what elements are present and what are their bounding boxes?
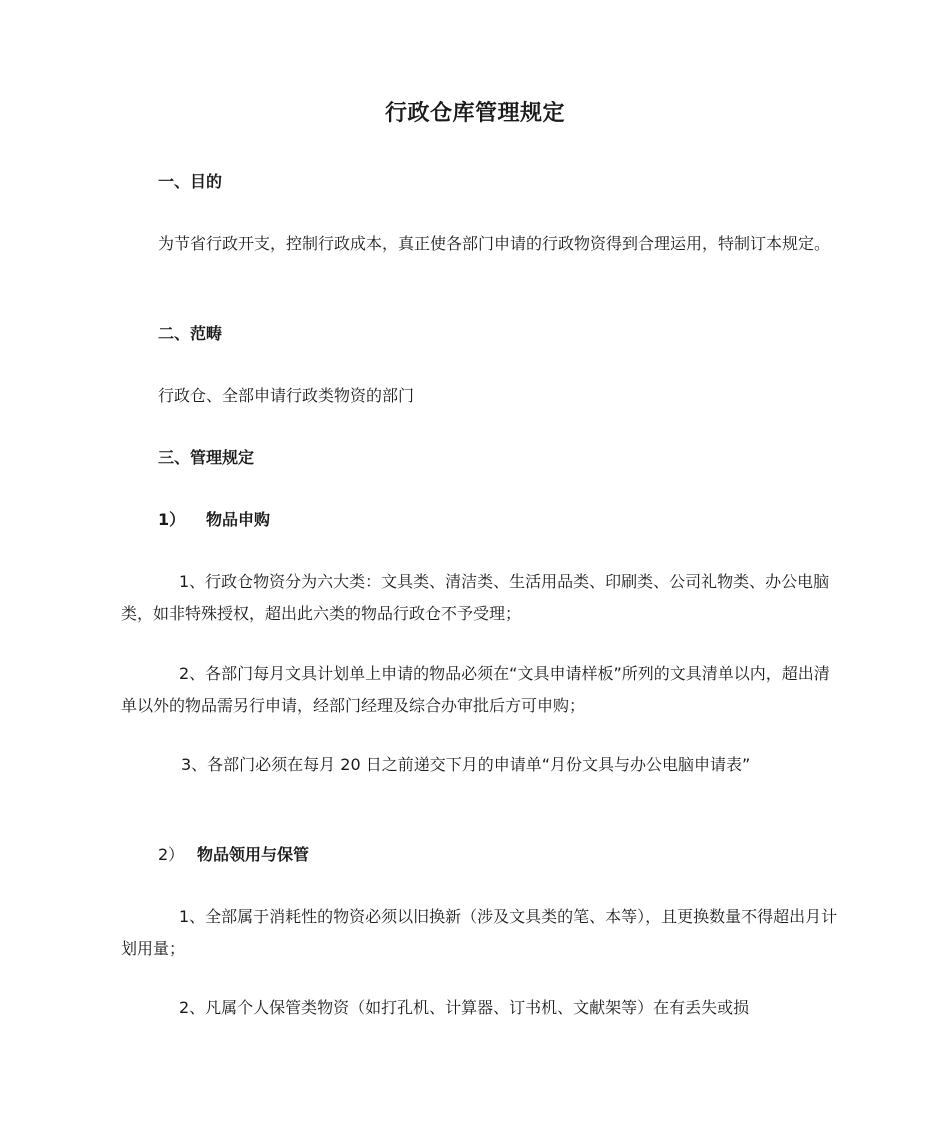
purchase-rule-2: 2、各部门每月文具计划单上申请的物品必须在“文具申请样板”所列的文具清单以内，超出清单以外的物品需另行申请，经部门经理及综合办审批后方可申购； [121, 664, 830, 715]
section-heading-scope: 二、范畴 [158, 324, 223, 343]
scope-paragraph: 行政仓、全部申请行政类物资的部门 [158, 386, 415, 405]
usage-rule-2: 2、凡属个人保管类物资（如打孔机、计算器、订书机、文献架等）在有丢失或损 [179, 998, 750, 1017]
purpose-paragraph: 为节省行政开支，控制行政成本，真正使各部门申请的行政物资得到合理运用，特制订本规定。 [158, 234, 831, 253]
purchase-rule-3: 3、各部门必须在每月 20 日之前递交下月的申请单“月份文具与办公电脑申请表” [181, 755, 751, 774]
section-heading-rules: 三、管理规定 [158, 448, 255, 467]
subsection-label: 物品申购 [206, 510, 271, 529]
subsection-number: 2） [158, 845, 185, 864]
subsection-heading-usage [158, 843, 309, 867]
usage-rule-1: 1、全部属于消耗性的物资必须以旧换新（涉及文具类的笔、本等），且更换数量不得超出月计划用量； [121, 907, 838, 958]
purchase-rule-1: 1、行政仓物资分为六大类：文具类、清洁类、生活用品类、印刷类、公司礼物类、办公电脑类，如非特殊授权，超出此六类的物品行政仓不予受理； [121, 572, 830, 623]
section-heading-purpose: 一、目的 [158, 172, 223, 191]
document-title: 行政仓库管理规定 [384, 101, 565, 126]
subsection-heading-purchase [158, 508, 270, 532]
subsection-label: 物品领用与保管 [197, 845, 310, 864]
subsection-number: 1） [158, 510, 186, 529]
